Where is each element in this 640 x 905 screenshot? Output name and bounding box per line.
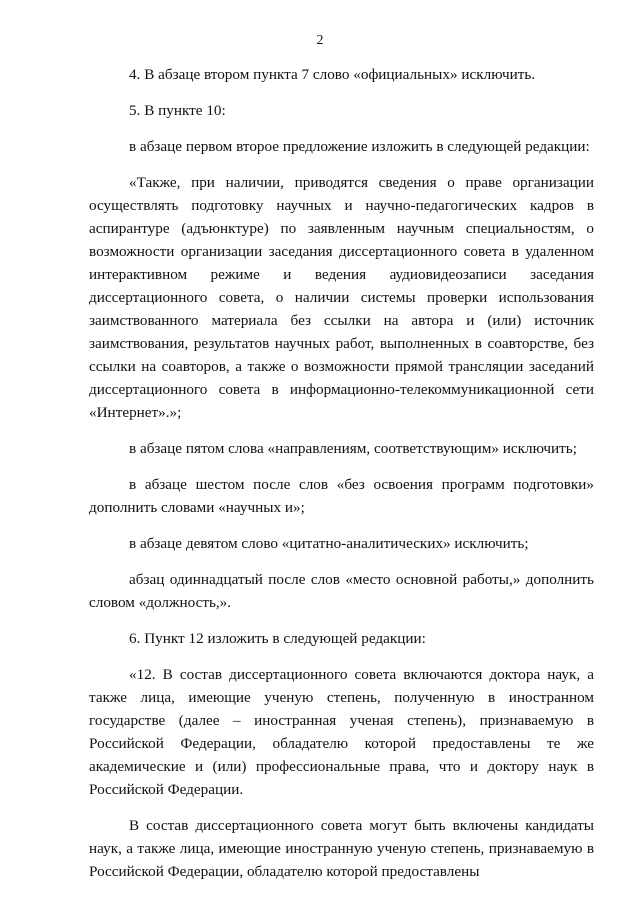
paragraph-quoted-text: «Также, при наличии, приводятся сведения о праве организации осуществлять подготовку научных и научно-педагогических кадров в аспирантуре (адъюнктуре) по заявленным научным специальностям, о возможности организации заседания диссертационного совета в удаленном интерактивном режиме и ведения аудиовидеозаписи заседания диссертационного совета, о наличии системы проверки использования заимствованного материала без ссылки на автора и (или) источник заимствования, результатов научных работ, выполненных в соавторстве, без ссылки на соавторов, а также о возможности прямой трансляции заседаний диссертационного совета в информационно-телекоммуникационной сети «Интернет».»;: [89, 174, 594, 421]
paragraph-item-6: 6. Пункт 12 изложить в следующей редакции:: [129, 630, 426, 647]
page-number: 2: [316, 33, 324, 48]
paragraph-abzac-6: в абзаце шестом после слов «без освоения программ подготовки» дополнить словами «научных и»;: [89, 476, 594, 516]
paragraph-point-12-continued: В состав диссертационного совета могут быть включены кандидаты наук, а также лица, имеющие иностранную ученую степень, признаваемую в Российской Федерации, обладателю которой предоставлены: [89, 817, 594, 880]
paragraph-item-4: 4. В абзаце втором пункта 7 слово «официальных» исключить.: [129, 66, 536, 83]
paragraph-abzac-5: в абзаце пятом слова «направлениям, соответствующим» исключить;: [129, 440, 577, 457]
paragraph-item-5: 5. В пункте 10:: [129, 102, 226, 119]
document-body: [89, 63, 594, 883]
paragraph-point-12-text: «12. В состав диссертационного совета включаются доктора наук, а также лица, имеющие ученую степень, полученную в иностранном государстве (далее – иностранная ученая степень), признаваемую в Российской Федерации, обладателю которой предоставлены те же академические и (или) профессиональные права, что и доктору наук в Российской Федерации.: [89, 666, 594, 798]
paragraph-point-10-abzac-1: в абзаце первом второе предложение изложить в следующей редакции:: [129, 138, 590, 155]
paragraph-abzac-11: абзац одиннадцатый после слов «место основной работы,» дополнить словом «должность,».: [89, 571, 594, 611]
paragraph-abzac-9: в абзаце девятом слово «цитатно-аналитических» исключить;: [129, 535, 529, 552]
